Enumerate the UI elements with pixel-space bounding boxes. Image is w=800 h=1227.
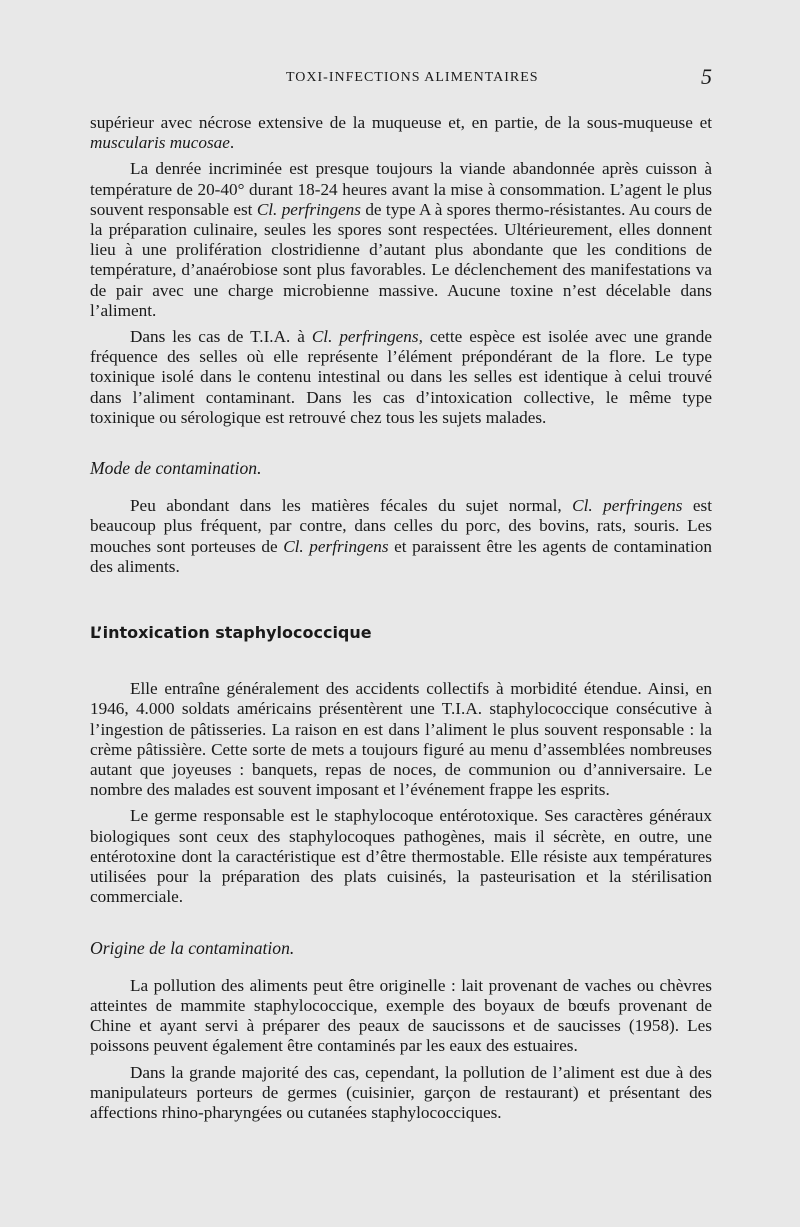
page-number: 5 [701,64,712,89]
body-text [90,113,712,1123]
italic-term: muscularis mucosae [90,133,230,153]
section-heading: L’intoxication staphylococcique [90,623,372,643]
paragraph-6: Le germe responsable est le staphylocoque entérotoxique. Ses caractères généraux biologiques sont ceux des staphylocoques pathogènes, mais il sécrète, en outre, une entérotoxine dont la caractéristique est d’être thermostable. Elle résiste aux températures utilisées pour la préparation des plats cuisinés, la pasteurisation et la stérilisation commerciale. [90,806,712,907]
text-run: . [229,133,235,153]
subheading-origine-contamination: Origine de la contamination. [90,937,295,958]
text-run: Dans les cas de T.I.A. à [130,327,312,347]
text-run: supérieur avec nécrose extensive de la muqueuse et, en partie, de la sous-muqueuse et [90,113,712,132]
italic-term: Cl. perfringens, [311,327,423,347]
page-header [90,64,712,90]
paragraph-2 [90,159,712,321]
paragraph-1 [90,113,712,153]
paragraph-3 [90,327,712,428]
subheading-mode-contamination: Mode de contamination. [90,458,262,479]
running-title: TOXI-INFECTIONS ALIMENTAIRES [286,70,539,85]
text-run: La denrée incriminée est presque toujours la viande abandonnée après cuisson à température de 20-40° durant 18-24 heures avant la mise à consommation. L’agent le plus souvent responsable est [90,159,712,219]
text-run: cette espèce est isolée avec une grande fréquence des selles où elle représente l’élément prépondérant de la flore. Le type toxinique isolé dans le contenu intestinal ou dans les selles est identique à celui trouvé dans l’aliment contaminant. Dans les cas d’intoxication collective, le même type toxinique ou sérologique est retrouvé chez tous les sujets malades. [90,327,712,427]
text-run: et paraissent être les agents de contamination des aliments. [90,536,712,576]
italic-term: Cl. perfringens [572,496,683,516]
text-run: de type A à spores thermo-résistantes. Au cours de la préparation culinaire, seules les spores sont respectées. Ultérieurement, elles donnent lieu à une prolifération clostridienne d’autant plus abondante que les conditions de température, d’anaérobiose sont plus favorables. Le déclenchement des manifestations va de pair avec une charge microbienne massive. Aucune toxine n’est décelable dans l’aliment. [90,199,712,320]
text-run: Peu abondant dans les matières fécales du sujet normal, [130,496,573,516]
paragraph-4 [90,496,712,577]
text-run: est beaucoup plus fréquent, par contre, dans celles du porc, des bovins, rats, souris. Les mouches sont porteuses de [90,496,713,556]
italic-term: Cl. perfringens [256,199,361,219]
paragraph-8: Dans la grande majorité des cas, cependant, la pollution de l’aliment est due à des manipulateurs porteurs de germes (cuisinier, garçon de restaurant) et présentant des affections rhino-pharyngées ou cutanées staphylococciques. [90,1062,712,1122]
italic-term: Cl. perfringens [283,536,389,556]
paragraph-5: Elle entraîne généralement des accidents collectifs à morbidité étendue. Ainsi, en 1946, 4.000 soldats américains présentèrent une T.I.A. staphylococcique consécutive à l’ingestion de pâtisseries. La raison en est dans l’aliment le plus souvent responsable : la crème pâtissière. Cette sorte de mets a toujours figuré au menu d’assemblées nombreuses autant que joyeuses : banquets, repas de noces, de communion ou d’anniversaire. Le nombre des malades est souvent imposant et l’événement frappe les esprits. [90,679,712,800]
paragraph-7: La pollution des aliments peut être originelle : lait provenant de vaches ou chèvres atteintes de mammite staphylococcique, exemple des boyaux de bœufs provenant de Chine et ayant servi à préparer des peaux de saucissons et de saucisses (1958). Les poissons peuvent également être contaminés par les eaux des estuaires. [90,975,712,1056]
